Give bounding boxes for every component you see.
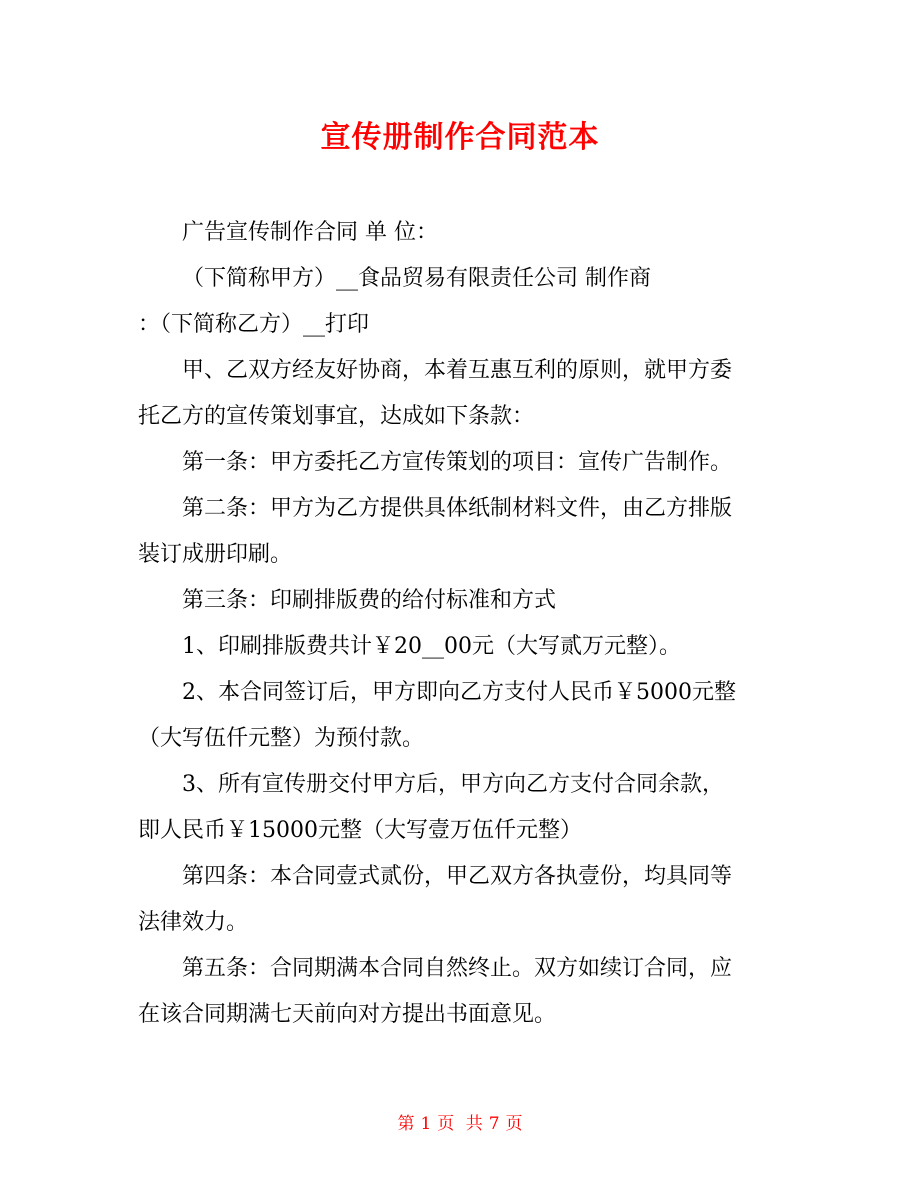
body-line-item-3a: 3、所有宣传册交付甲方后，甲方向乙方支付合同余款， bbox=[182, 772, 724, 797]
body-line-article-3: 第三条：印刷排版费的给付标准和方式 bbox=[182, 588, 557, 613]
body-line-preamble-1: 甲、乙双方经友好协商，本着互惠互利的原则，就甲方委 bbox=[182, 358, 733, 383]
page-label-mid: 页 共 bbox=[437, 1114, 483, 1134]
body-line-article-1: 第一条：甲方委托乙方宣传策划的项目：宣传广告制作。 bbox=[182, 450, 733, 475]
body-line-article-2a: 第二条：甲方为乙方提供具体纸制材料文件，由乙方排版 bbox=[182, 496, 733, 521]
body-line-article-5b: 在该合同期满七天前向对方提出书面意见。 bbox=[138, 1002, 557, 1027]
page-label-prefix: 第 bbox=[397, 1114, 415, 1134]
body-line-contract-name: 广告宣传制作合同 单 位： bbox=[182, 220, 438, 245]
body-line-preamble-2: 托乙方的宣传策划事宜，达成如下条款： bbox=[138, 404, 535, 429]
body-line-article-5a: 第五条：合同期满本合同自然终止。双方如续订合同，应 bbox=[182, 956, 733, 981]
body-line-item-3b: 即人民币￥15000元整（大写壹万伍仟元整） bbox=[138, 818, 582, 843]
body-line-item-2a: 2、本合同签订后，甲方即向乙方支付人民币￥5000元整 bbox=[182, 680, 736, 705]
body-line-party-b: ：（下简称乙方）__打印 bbox=[138, 312, 370, 337]
body-line-article-4b: 法律效力。 bbox=[138, 910, 249, 935]
body-line-item-1: 1、印刷排版费共计￥20__00元（大写贰万元整）。 bbox=[182, 634, 681, 659]
body-line-party-a: （下简称甲方）__食品贸易有限责任公司 制作商 bbox=[182, 266, 651, 291]
page-label-suffix: 页 bbox=[505, 1114, 523, 1134]
body-line-article-4a: 第四条：本合同壹式贰份，甲乙双方各执壹份，均具同等 bbox=[182, 864, 733, 889]
total-pages-number: 7 bbox=[488, 1114, 500, 1134]
page-number-footer bbox=[0, 1112, 920, 1136]
document-body bbox=[138, 210, 786, 1038]
body-line-article-2b: 装订成册印刷。 bbox=[138, 542, 293, 567]
body-line-item-2b: （大写伍仟元整）为预付款。 bbox=[138, 726, 425, 751]
current-page-number: 1 bbox=[420, 1114, 432, 1134]
document-title: 宣传册制作合同范本 bbox=[320, 120, 600, 155]
